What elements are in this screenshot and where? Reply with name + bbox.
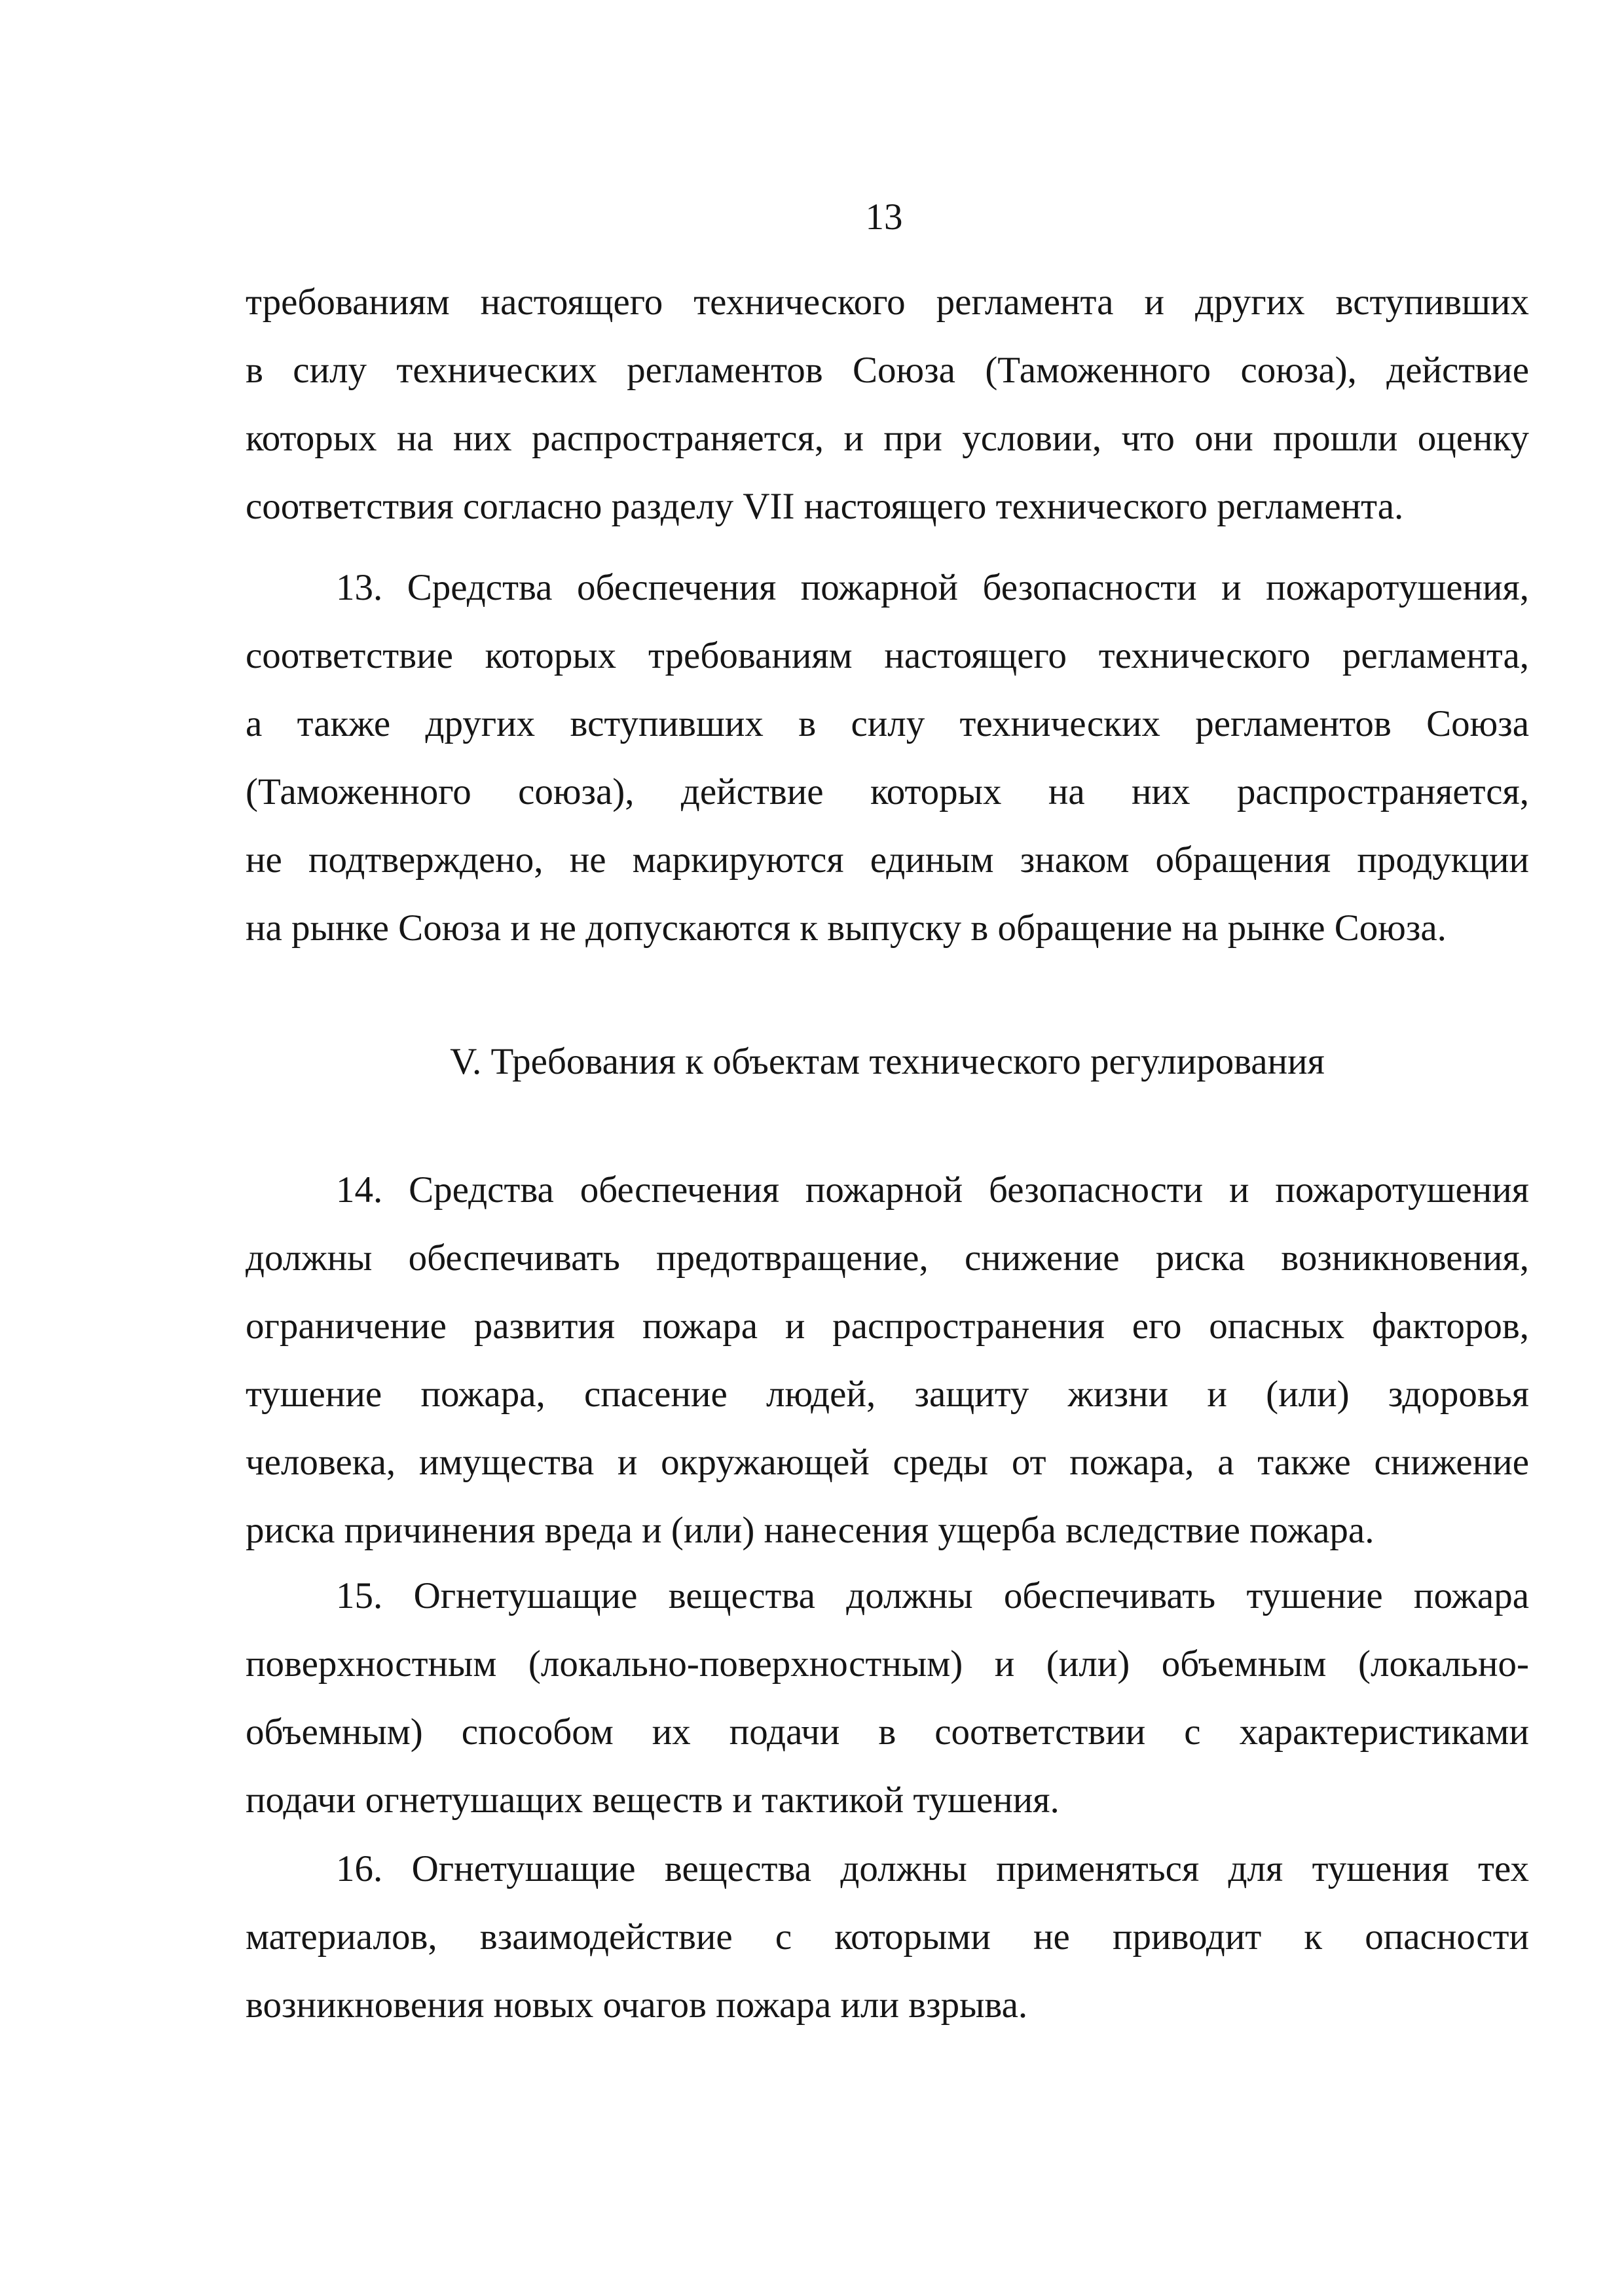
paragraph-line: объемным) способом их подачи в соответствии с характеристиками <box>246 1711 1529 1753</box>
paragraph-line: а также других вступивших в силу технических регламентов Союза <box>246 703 1529 744</box>
paragraph-line: тушение пожара, спасение людей, защиту жизни и (или) здоровья <box>246 1374 1529 1415</box>
paragraph-continuation <box>246 268 1529 541</box>
paragraph-line: на рынке Союза и не допускаются к выпуску в обращение на рынке Союза. <box>246 907 1447 949</box>
paragraph-line: материалов, взаимодействие с которыми не приводит к опасности <box>246 1916 1529 1958</box>
paragraph-line: человека, имущества и окружающей среды от пожара, а также снижение <box>246 1442 1529 1483</box>
paragraph-line: (Таможенного союза), действие которых на них распространяется, <box>246 771 1529 812</box>
paragraph-line: не подтверждено, не маркируются единым знаком обращения продукции <box>246 839 1529 881</box>
paragraph-line: возникновения новых очагов пожара или взрыва. <box>246 1984 1028 2026</box>
paragraph-16 <box>246 1835 1529 2039</box>
paragraph-line: риска причинения вреда и (или) нанесения ущерба вследствие пожара. <box>246 1510 1375 1551</box>
paragraph-line: соответствие которых требованиям настоящего технического регламента, <box>246 635 1529 676</box>
paragraph-line: 15. Огнетушащие вещества должны обеспечивать тушение пожара <box>336 1575 1529 1616</box>
paragraph-15 <box>246 1562 1529 1834</box>
paragraph-line: подачи огнетушащих веществ и тактикой тушения. <box>246 1779 1060 1821</box>
paragraph-line: ограничение развития пожара и распространения его опасных факторов, <box>246 1305 1529 1347</box>
paragraph-14 <box>246 1156 1529 1565</box>
page-number: 13 <box>865 196 903 238</box>
paragraph-line: в силу технических регламентов Союза (Таможенного союза), действие <box>246 350 1529 391</box>
paragraph-13 <box>246 554 1529 962</box>
paragraph-line: соответствия согласно разделу VII настоящего технического регламента. <box>246 486 1404 527</box>
paragraph-line: должны обеспечивать предотвращение, снижение риска возникновения, <box>246 1237 1529 1279</box>
paragraph-line: 13. Средства обеспечения пожарной безопасности и пожаротушения, <box>336 567 1529 608</box>
paragraph-line: поверхностным (локально-поверхностным) и (или) объемным (локально- <box>246 1643 1529 1685</box>
paragraph-line: 16. Огнетушащие вещества должны применяться для тушения тех <box>336 1848 1529 1889</box>
paragraph-line: требованиям настоящего технического регламента и других вступивших <box>246 282 1529 323</box>
paragraph-line: которых на них распространяется, и при условии, что они прошли оценку <box>246 418 1529 459</box>
paragraph-line: 14. Средства обеспечения пожарной безопасности и пожаротушения <box>336 1169 1529 1211</box>
section-heading: V. Требования к объектам технического регулирования <box>450 1041 1325 1082</box>
